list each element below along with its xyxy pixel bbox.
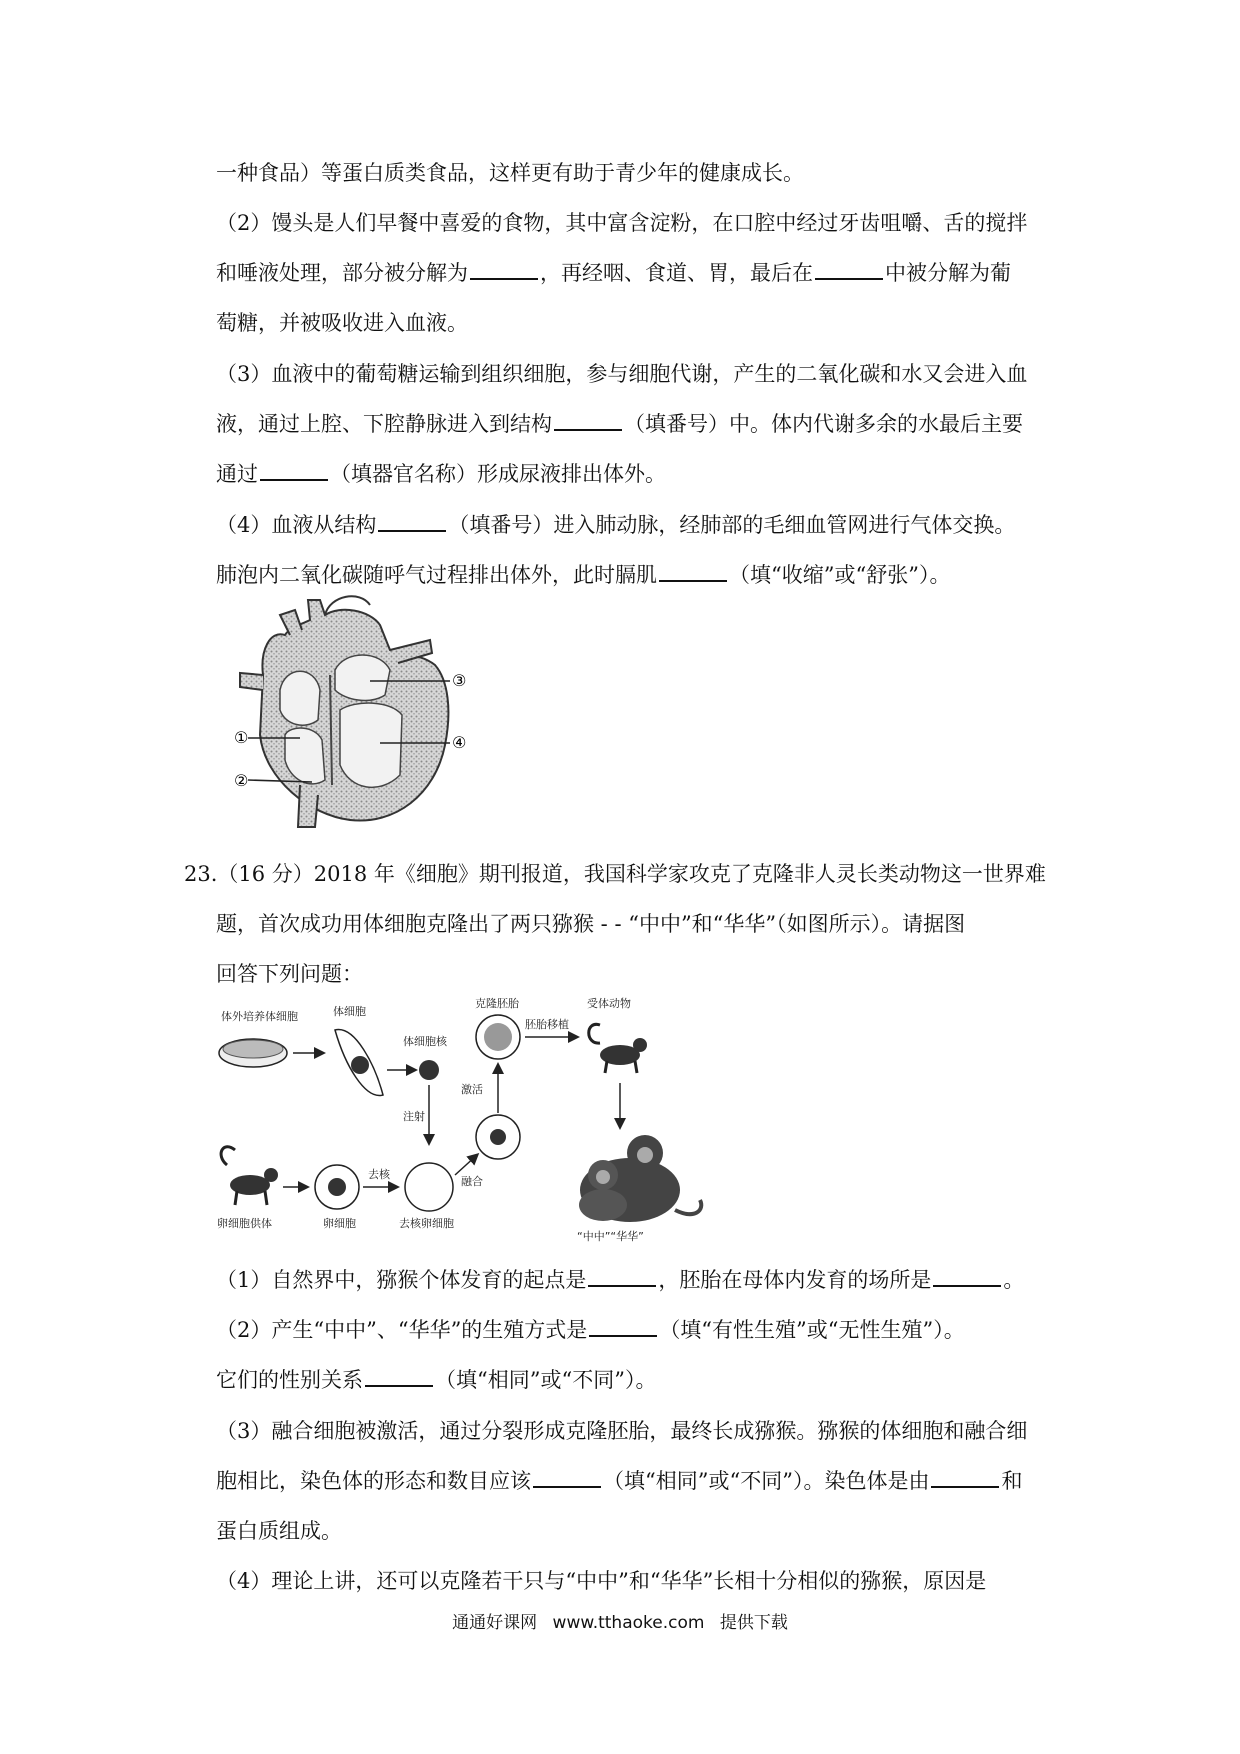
q23-intro-line1: 23.（16 分）2018 年《细胞》期刊报道，我国科学家攻克了克隆非人灵长类动物这一世界难 (184, 862, 1046, 886)
footer-site-name: 通通好课网 (452, 1613, 538, 1633)
q22-part3-line2 (216, 409, 1023, 439)
heart-diagram (230, 595, 480, 830)
label-inject: 注射 (403, 1110, 425, 1123)
q23-part1-text-a: （1）自然界中，猕猴个体发育的起点是 (216, 1268, 587, 1292)
q22-part4-text-c: 肺泡内二氧化碳随呼气过程排出体外，此时膈肌 (216, 563, 657, 587)
answer-blank[interactable] (659, 560, 727, 582)
answer-blank[interactable] (933, 1265, 1001, 1287)
cloning-diagram (215, 995, 745, 1250)
left-vessel (240, 673, 263, 690)
label-clone-embryo: 克隆胚胎 (475, 997, 519, 1010)
recipient-monkey-icon (589, 1024, 647, 1073)
label-twin-names: “中中”“华华” (577, 1230, 644, 1243)
answer-blank[interactable] (365, 1365, 433, 1387)
left-ventricle (340, 703, 402, 787)
heart-label-1: ① (234, 728, 249, 747)
answer-blank[interactable] (554, 409, 622, 431)
q23-part4-line1: （4）理论上讲，还可以克隆若干只与“中中”和“华华”长相十分相似的猕猴，原因是 (216, 1569, 987, 1593)
left-atrium (335, 655, 390, 700)
q23-part3-line1: （3）融合细胞被激活，通过分裂形成克隆胚胎，最终长成猕猴。猕猴的体细胞和融合细 (216, 1419, 1028, 1443)
answer-blank[interactable] (378, 510, 446, 532)
label-enucleate: 去核 (368, 1168, 390, 1181)
label-fuse: 融合 (461, 1175, 483, 1188)
page-footer (0, 1608, 1240, 1633)
heart-label-3: ③ (452, 671, 467, 690)
q23-part3-line3: 蛋白质组成。 (216, 1519, 342, 1543)
q22-part4-line2 (216, 560, 950, 590)
q22-part2-text-b: ，再经咽、食道、胃，最后在 (540, 261, 813, 285)
q23-part2-text-d: （填“相同”或“不同”）。 (435, 1368, 657, 1392)
right-atrium (280, 671, 320, 725)
q22-part4-text-a: （4）血液从结构 (216, 513, 377, 537)
q22-part2-line3: 萄糖，并被吸收进入血液。 (216, 311, 468, 335)
q22-part4-line1 (216, 510, 1015, 540)
label-activate: 激活 (461, 1083, 483, 1096)
q22-part2-line2 (216, 258, 1011, 288)
label-somatic-nucleus: 体细胞核 (403, 1035, 447, 1048)
q22-part4-text-d: （填“收缩”或“舒张”）。 (729, 563, 951, 587)
answer-blank[interactable] (260, 459, 328, 481)
q23-part1-line (216, 1265, 1024, 1295)
q23-part2-line2 (216, 1365, 656, 1395)
footer-suffix: 提供下载 (719, 1613, 788, 1633)
q23-part1-text-b: ，胚胎在母体内发育的场所是 (658, 1268, 932, 1292)
q22-part3-text-b: （填番号）中。体内代谢多余的水最后主要 (624, 412, 1023, 436)
label-embryo-transfer: 胚胎移植 (525, 1018, 569, 1031)
q23-part3-text-a: 胞相比，染色体的形态和数目应该 (216, 1469, 531, 1493)
q22-continuation-line: 一种食品）等蛋白质类食品，这样更有助于青少年的健康成长。 (216, 161, 804, 185)
q23-part2-text-c: 它们的性别关系 (216, 1368, 363, 1392)
q22-part3-text-c: 通过 (216, 462, 258, 486)
q22-part2-line1: （2）馒头是人们早餐中喜爱的食物，其中富含淀粉，在口腔中经过牙齿咀嚼、舌的搅拌 (216, 211, 1028, 235)
footer-url[interactable]: www.tthaoke.com (552, 1613, 705, 1633)
q23-part3-text-b: （填“相同”或“不同”）。染色体是由 (603, 1469, 930, 1493)
q23-part1-text-c: 。 (1003, 1268, 1025, 1292)
egg-donor-monkey-icon (221, 1147, 278, 1205)
twin-monkeys-icon (579, 1135, 701, 1222)
answer-blank[interactable] (815, 258, 883, 280)
label-culture: 体外培养体细胞 (221, 1010, 298, 1023)
vena-cava-top (280, 610, 302, 635)
heart-label-2: ② (234, 771, 249, 790)
q22-part3-text-a: 液，通过上腔、下腔静脉进入到结构 (216, 412, 552, 436)
answer-blank[interactable] (931, 1466, 999, 1488)
q23-part2-text-b: （填“有性生殖”或“无性生殖”）。 (659, 1318, 965, 1342)
enucleated-egg (405, 1163, 453, 1211)
q22-part2-text-a: 和唾液处理，部分被分解为 (216, 261, 468, 285)
q23-intro-line2: 题，首次成功用体细胞克隆出了两只猕猴 - - “中中”和“华华”（如图所示）。请据图 (216, 912, 966, 936)
q22-part3-line1: （3）血液中的葡萄糖运输到组织细胞，参与细胞代谢，产生的二氧化碳和水又会进入血 (216, 362, 1028, 386)
q22-part2-text-c: 中被分解为葡 (885, 261, 1011, 285)
q22-part3-line3 (216, 459, 666, 489)
label-egg: 卵细胞 (323, 1217, 356, 1230)
heart-label-4: ④ (452, 733, 467, 752)
label-enucleated-egg: 去核卵细胞 (399, 1217, 454, 1230)
q23-part2-line1 (216, 1315, 965, 1345)
q22-part3-text-d: （填器官名称）形成尿液排出体外。 (330, 462, 666, 486)
answer-blank[interactable] (588, 1265, 656, 1287)
answer-blank[interactable] (533, 1466, 601, 1488)
answer-blank[interactable] (589, 1315, 657, 1337)
q23-part3-line2 (216, 1466, 1022, 1496)
label-egg-donor: 卵细胞供体 (217, 1217, 272, 1230)
q22-part4-text-b: （填番号）进入肺动脉，经肺部的毛细血管网进行气体交换。 (448, 513, 1016, 537)
label-somatic-cell: 体细胞 (333, 1005, 366, 1018)
answer-blank[interactable] (470, 258, 538, 280)
somatic-nucleus (419, 1060, 439, 1080)
q23-part3-text-c: 和 (1001, 1469, 1023, 1493)
label-recipient: 受体动物 (587, 997, 631, 1010)
q23-intro-line3: 回答下列问题： (216, 962, 363, 986)
q23-part2-text-a: （2）产生“中中”、“华华”的生殖方式是 (216, 1318, 588, 1342)
